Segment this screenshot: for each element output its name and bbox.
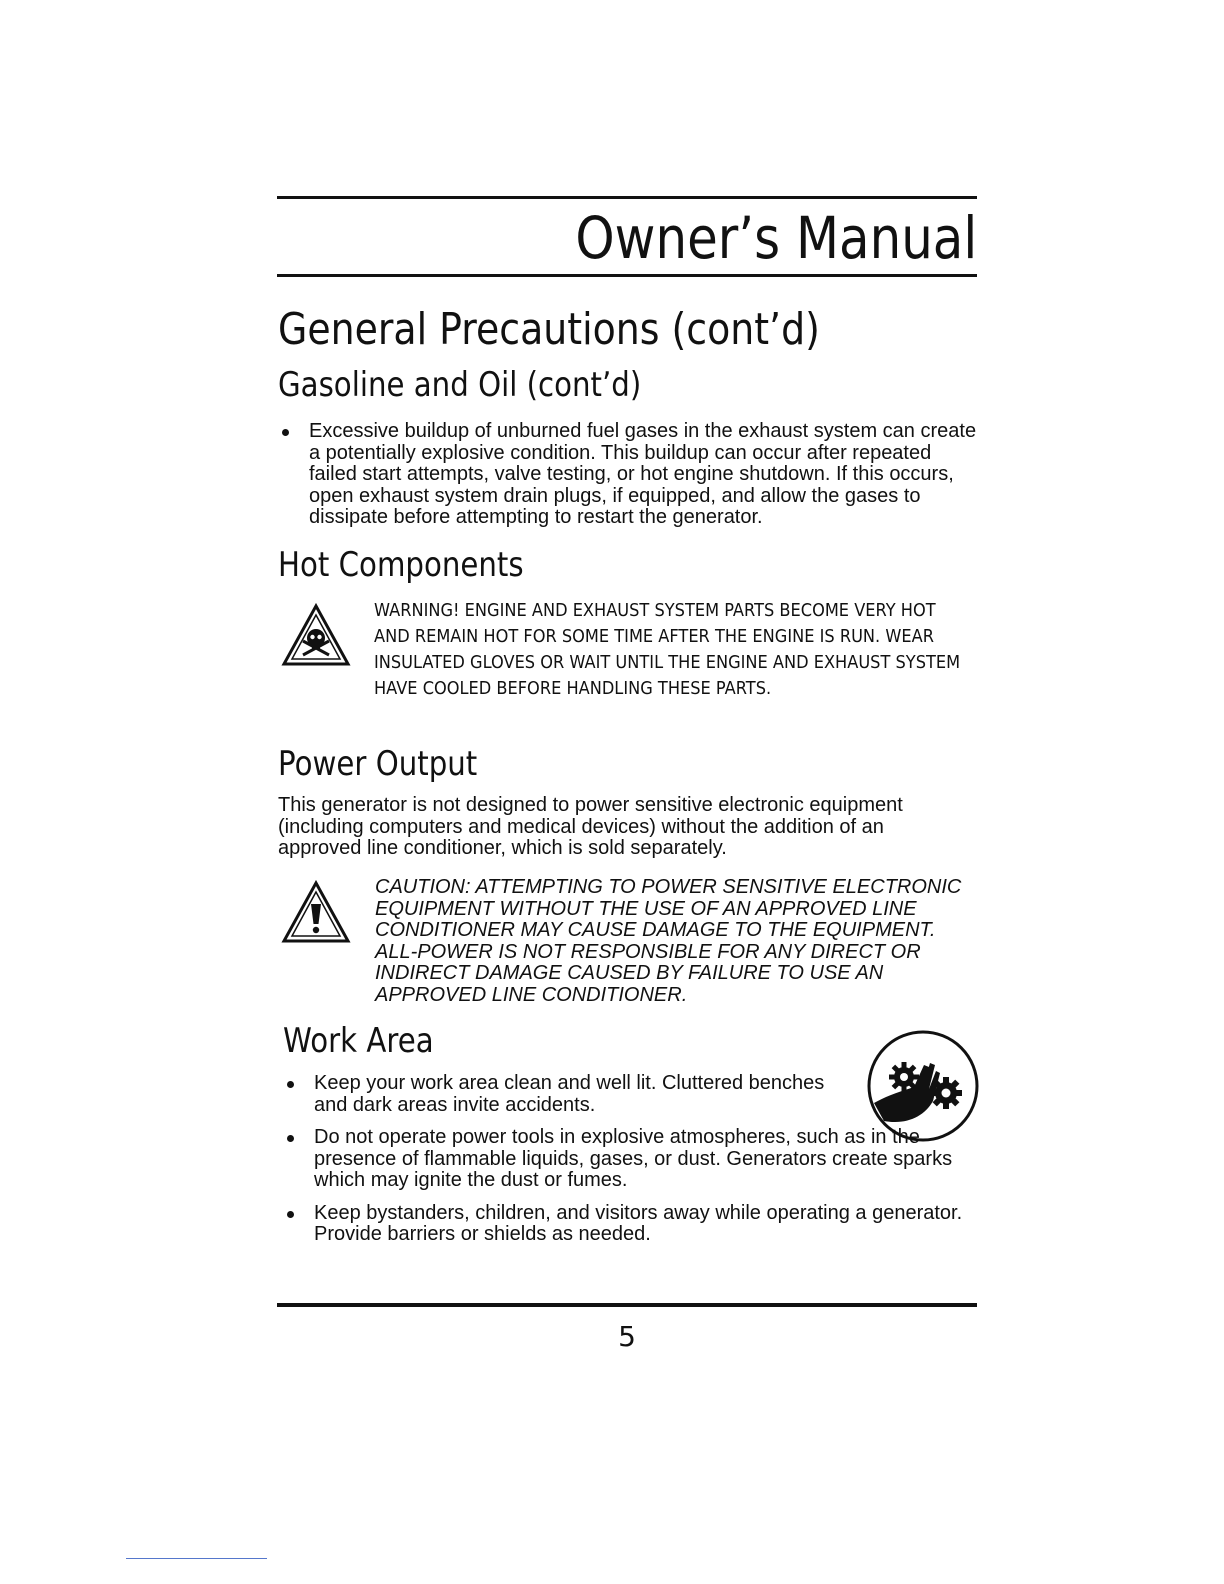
section-heading-work-area: Work Area xyxy=(283,1021,434,1061)
list-item: Do not operate power tools in explosive atmospheres, such as in the presence of flammable liquids, gases, or dust. Generators create sparks which may ignite the dust or fumes. xyxy=(283,1127,973,1192)
header-bottom-rule xyxy=(277,274,977,277)
skull-crossbones-warning-icon xyxy=(281,603,351,672)
section-heading-power-output: Power Output xyxy=(278,744,478,784)
gasoline-bullet-list xyxy=(278,421,978,529)
work-area-bullet-list xyxy=(283,1073,973,1246)
hot-components-warning: WARNING! ENGINE AND EXHAUST SYSTEM PARTS BECOME VERY HOT AND REMAIN HOT FOR SOME TIME AFTER THE ENGINE IS RUN. WEAR INSULATED GLOVES OR WAIT UNTIL THE ENGINE AND EXHAUST SYSTEM HAVE COOLED BEFORE HANDLING THESE PARTS. xyxy=(374,600,961,699)
section-heading-hot-components: Hot Components xyxy=(278,545,524,585)
corner-divider xyxy=(126,1558,267,1559)
page-title: General Precautions (cont’d) xyxy=(278,304,820,355)
list-item: Keep bystanders, children, and visitors away while operating a generator. Provide barriers or shields as needed. xyxy=(283,1203,973,1246)
list-item: Excessive buildup of unburned fuel gases in the exhaust system can create a potentially explosive condition. This buildup can occur after repeated failed start attempts, valve testing, or hot engine shutdown. If this occurs, open exhaust system drain plugs, if equipped, and allow the gases to dissipate before attempting to restart the generator. xyxy=(278,421,978,529)
power-output-paragraph: This generator is not designed to power sensitive electronic equipment (including computers and medical devices) without the addition of an approved line conditioner, which is sold separately. xyxy=(278,794,903,859)
exclamation-warning-icon xyxy=(281,880,351,949)
footer-rule xyxy=(277,1303,977,1307)
list-item: Keep your work area clean and well lit. Cluttered benches and dark areas invite accidents. xyxy=(283,1073,854,1116)
section-heading-gasoline: Gasoline and Oil (cont’d) xyxy=(278,365,642,405)
page-number: 5 xyxy=(618,1320,636,1353)
header-top-rule xyxy=(277,196,977,199)
manual-title: Owner’s Manual xyxy=(575,204,977,272)
power-output-caution: CAUTION: ATTEMPTING TO POWER SENSITIVE ELECTRONIC EQUIPMENT WITHOUT THE USE OF AN APPROVED LINE CONDITIONER MAY CAUSE DAMAGE TO THE EQUIPMENT. ALL-POWER IS NOT RESPONSIBLE FOR ANY DIRECT OR INDIRECT DAMAGE CAUSED BY FAILURE TO USE AN APPROVED LINE CONDITIONER. xyxy=(375,876,962,1006)
